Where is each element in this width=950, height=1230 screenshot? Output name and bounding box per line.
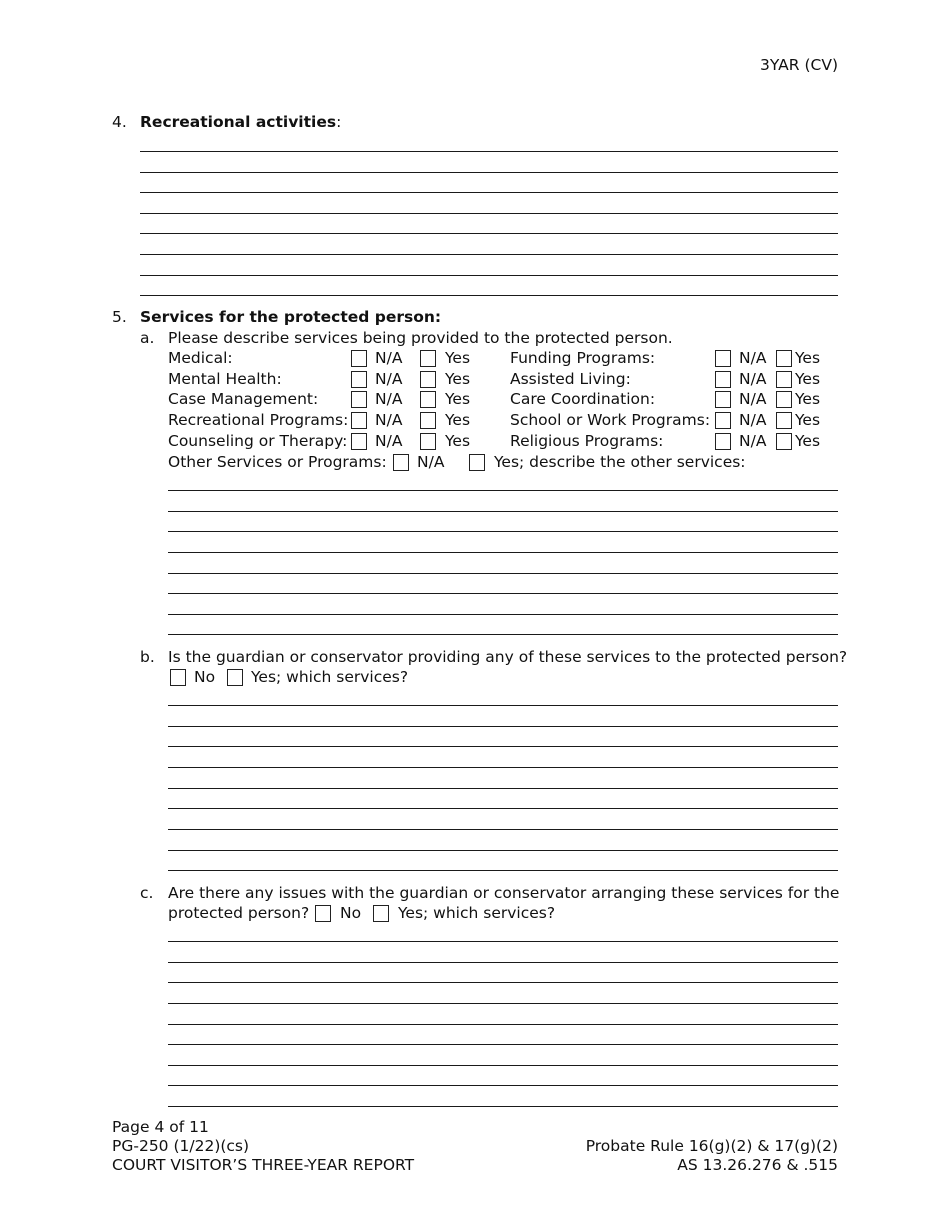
service-label-mental-health: Mental Health: xyxy=(168,370,282,388)
na-label: N/A xyxy=(739,370,767,388)
answer-line[interactable] xyxy=(168,746,838,747)
service-label-counseling: Counseling or Therapy: xyxy=(168,432,348,450)
answer-line[interactable] xyxy=(168,531,838,532)
answer-line[interactable] xyxy=(168,1024,838,1025)
mental-health-na-checkbox[interactable] xyxy=(351,371,367,388)
yes-label: Yes xyxy=(795,432,821,450)
footer-form-id: PG-250 (1/22)(cs) xyxy=(112,1137,250,1155)
medical-na-checkbox[interactable] xyxy=(351,350,367,367)
na-label: N/A xyxy=(375,349,403,367)
q5b-no-checkbox[interactable] xyxy=(170,669,186,686)
q4-title xyxy=(140,115,341,131)
footer-page-number: Page 4 of 11 xyxy=(112,1118,209,1136)
mental-health-yes-checkbox[interactable] xyxy=(420,371,436,388)
assisted-living-na-checkbox[interactable] xyxy=(715,371,731,388)
q5c-yes-label: Yes; which services? xyxy=(398,904,556,922)
q4-number: 4. xyxy=(112,113,127,131)
funding-na-checkbox[interactable] xyxy=(715,350,731,367)
answer-line[interactable] xyxy=(140,213,838,214)
na-label: N/A xyxy=(739,349,767,367)
answer-line[interactable] xyxy=(168,1085,838,1086)
answer-line[interactable] xyxy=(168,788,838,789)
q5b-no-label: No xyxy=(194,668,216,686)
answer-line[interactable] xyxy=(140,192,838,193)
footer-statute-ref: AS 13.26.276 & .515 xyxy=(677,1156,838,1174)
counseling-yes-checkbox[interactable] xyxy=(420,433,436,450)
q5b-yes-label: Yes; which services? xyxy=(251,668,409,686)
q5c-yes-checkbox[interactable] xyxy=(373,905,389,922)
answer-line[interactable] xyxy=(168,982,838,983)
answer-line[interactable] xyxy=(168,614,838,615)
answer-line[interactable] xyxy=(140,151,838,152)
q5-title: Services for the protected person: xyxy=(140,308,442,326)
religious-yes-checkbox[interactable] xyxy=(776,433,792,450)
answer-line[interactable] xyxy=(168,634,838,635)
yes-label: Yes xyxy=(795,349,821,367)
q5c-letter: c. xyxy=(140,884,154,902)
q5b-yes-checkbox[interactable] xyxy=(227,669,243,686)
answer-line[interactable] xyxy=(168,962,838,963)
q5a-letter: a. xyxy=(140,329,155,347)
na-label: N/A xyxy=(375,370,403,388)
answer-line[interactable] xyxy=(168,552,838,553)
assisted-living-yes-checkbox[interactable] xyxy=(776,371,792,388)
na-label: N/A xyxy=(739,432,767,450)
service-label-medical: Medical: xyxy=(168,349,233,367)
service-label-care-coordination: Care Coordination: xyxy=(510,390,656,408)
na-label: N/A xyxy=(375,390,403,408)
care-coordination-na-checkbox[interactable] xyxy=(715,391,731,408)
q5a-prompt: Please describe services being provided to the protected person. xyxy=(168,329,673,347)
service-label-school-work: School or Work Programs: xyxy=(510,411,711,429)
school-work-na-checkbox[interactable] xyxy=(715,412,731,429)
answer-line[interactable] xyxy=(168,1106,838,1107)
religious-na-checkbox[interactable] xyxy=(715,433,731,450)
answer-line[interactable] xyxy=(168,593,838,594)
yes-label: Yes xyxy=(795,411,821,429)
funding-yes-checkbox[interactable] xyxy=(776,350,792,367)
service-label-funding: Funding Programs: xyxy=(510,349,656,367)
q5c-no-checkbox[interactable] xyxy=(315,905,331,922)
form-code: 3YAR (CV) xyxy=(760,56,838,74)
yes-label: Yes xyxy=(445,390,471,408)
yes-label: Yes xyxy=(445,370,471,388)
answer-line[interactable] xyxy=(140,172,838,173)
service-label-recreational-programs: Recreational Programs: xyxy=(168,411,349,429)
q5-number: 5. xyxy=(112,308,127,326)
other-yes-label: Yes; describe the other services: xyxy=(494,453,746,471)
recreational-programs-na-checkbox[interactable] xyxy=(351,412,367,429)
na-label: N/A xyxy=(739,390,767,408)
case-management-yes-checkbox[interactable] xyxy=(420,391,436,408)
answer-line[interactable] xyxy=(168,767,838,768)
answer-line[interactable] xyxy=(168,726,838,727)
yes-label: Yes xyxy=(445,432,471,450)
footer-form-title: COURT VISITOR’S THREE-YEAR REPORT xyxy=(112,1156,415,1174)
recreational-programs-yes-checkbox[interactable] xyxy=(420,412,436,429)
answer-line[interactable] xyxy=(168,1003,838,1004)
answer-line[interactable] xyxy=(168,808,838,809)
case-management-na-checkbox[interactable] xyxy=(351,391,367,408)
answer-line[interactable] xyxy=(140,233,838,234)
footer-rule-ref: Probate Rule 16(g)(2) & 17(g)(2) xyxy=(585,1137,838,1155)
service-label-case-management: Case Management: xyxy=(168,390,319,408)
q5b-letter: b. xyxy=(140,648,155,666)
service-label-assisted-living: Assisted Living: xyxy=(510,370,631,388)
answer-line[interactable] xyxy=(140,254,838,255)
answer-line[interactable] xyxy=(168,1065,838,1066)
answer-line[interactable] xyxy=(140,295,838,296)
yes-label: Yes xyxy=(795,390,821,408)
other-na-checkbox[interactable] xyxy=(393,454,409,471)
answer-line[interactable] xyxy=(168,490,838,491)
care-coordination-yes-checkbox[interactable] xyxy=(776,391,792,408)
answer-line[interactable] xyxy=(168,850,838,851)
school-work-yes-checkbox[interactable] xyxy=(776,412,792,429)
answer-line[interactable] xyxy=(168,829,838,830)
medical-yes-checkbox[interactable] xyxy=(420,350,436,367)
q5b-prompt: Is the guardian or conservator providing any of these services to the protected person? xyxy=(168,648,848,666)
answer-line[interactable] xyxy=(168,941,838,942)
answer-line[interactable] xyxy=(168,705,838,706)
q5c-prompt-line2: protected person? xyxy=(168,904,310,922)
answer-line[interactable] xyxy=(140,275,838,276)
q4-title-text: Recreational activities xyxy=(140,113,337,131)
counseling-na-checkbox[interactable] xyxy=(351,433,367,450)
yes-label: Yes xyxy=(445,349,471,367)
q5c-no-label: No xyxy=(340,904,362,922)
q4-title-colon: : xyxy=(336,113,342,131)
na-label: N/A xyxy=(375,432,403,450)
q5c-prompt-line1: Are there any issues with the guardian or conservator arranging these services for the xyxy=(168,884,840,902)
na-label: N/A xyxy=(375,411,403,429)
yes-label: Yes xyxy=(795,370,821,388)
answer-line[interactable] xyxy=(168,1044,838,1045)
answer-line[interactable] xyxy=(168,870,838,871)
service-label-religious: Religious Programs: xyxy=(510,432,664,450)
na-label: N/A xyxy=(417,453,445,471)
na-label: N/A xyxy=(739,411,767,429)
service-label-other: Other Services or Programs: xyxy=(168,453,387,471)
yes-label: Yes xyxy=(445,411,471,429)
answer-line[interactable] xyxy=(168,573,838,574)
other-yes-checkbox[interactable] xyxy=(469,454,485,471)
answer-line[interactable] xyxy=(168,511,838,512)
